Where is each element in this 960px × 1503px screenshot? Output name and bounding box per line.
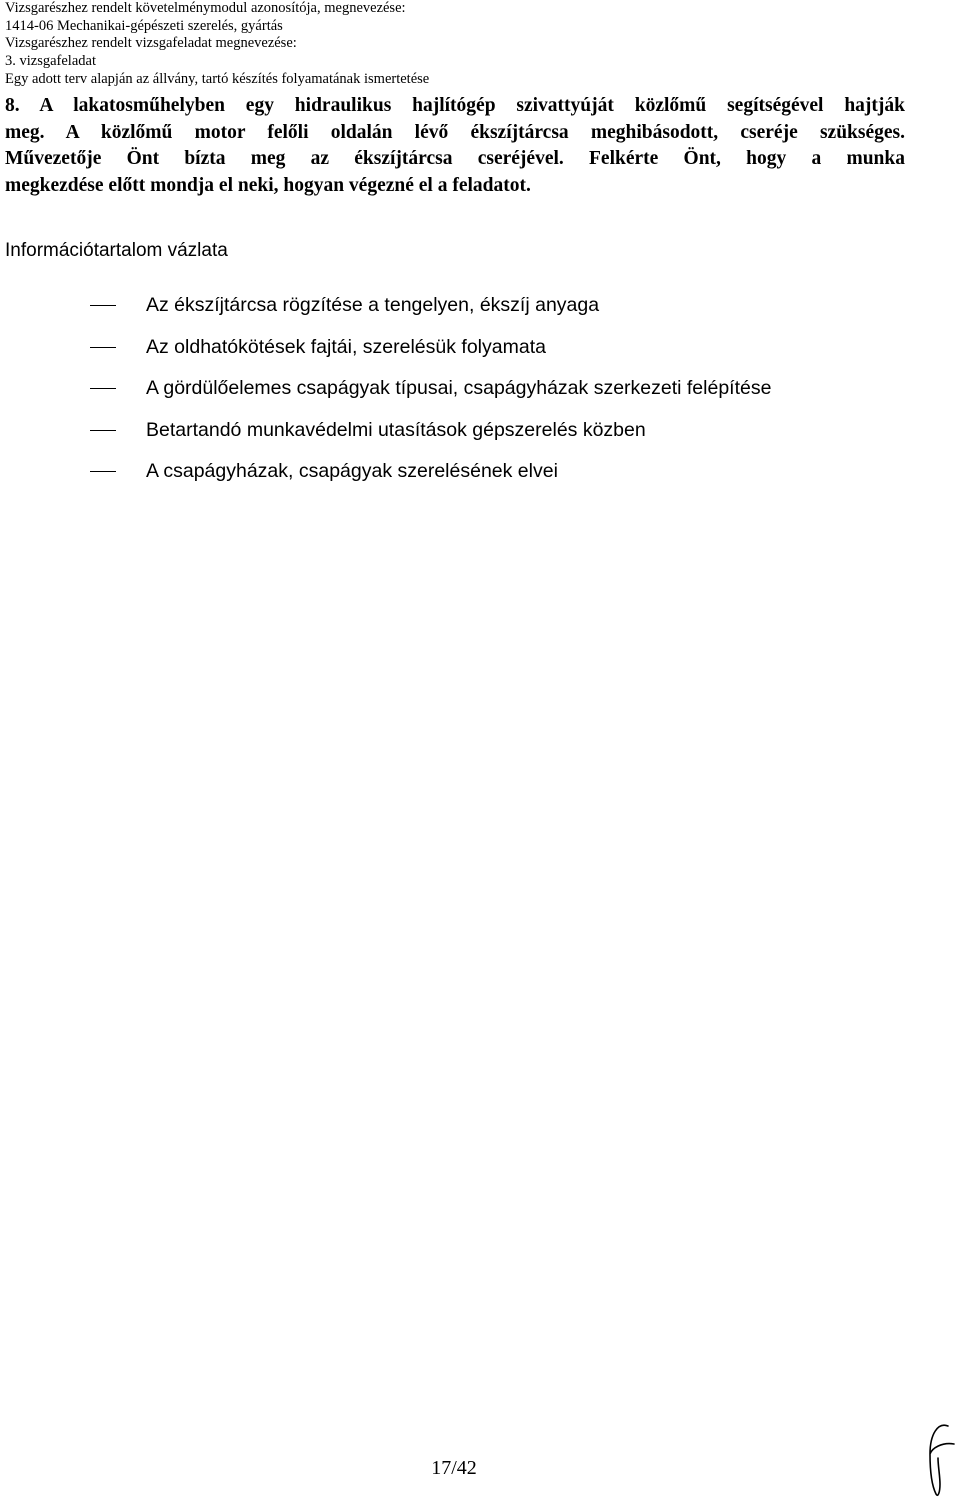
list-item <box>0 456 960 498</box>
dash-bullet-icon <box>90 471 116 472</box>
task-line: megkezdése előtt mondja el neki, hogyan végezné el a feladatot. <box>5 174 531 196</box>
header-line-module-label: Vizsgarészhez rendelt követelménymodul azonosítója, megnevezése: <box>5 0 406 16</box>
dash-bullet-icon <box>90 347 116 348</box>
dash-bullet-icon <box>90 305 116 306</box>
list-item-text: Az ékszíjtárcsa rögzítése a tengelyen, ékszíj anyaga <box>146 294 600 316</box>
task-line: Művezetője Önt bízta meg az ékszíjtárcsa cseréjével. Felkérte Önt, hogy a munka <box>5 148 905 169</box>
list-item <box>0 373 960 415</box>
dash-bullet-icon <box>90 430 116 431</box>
page-number: 17/42 <box>431 1457 477 1479</box>
header-line-task-name: Egy adott terv alapján az állvány, tartó készítés folyamatának ismertetése <box>5 70 430 87</box>
task-line: meg. A közlőmű motor felőli oldalán lévő ékszíjtárcsa meghibásodott, cseréje szükséges. <box>5 121 905 143</box>
document-header <box>5 0 429 89</box>
list-item-text: A csapágyházak, csapágyak szerelésének elvei <box>146 460 558 482</box>
signature-icon <box>924 1420 958 1500</box>
header-line-task-number: 3. vizsgafeladat <box>5 53 96 70</box>
list-item-text: A gördülőelemes csapágyak típusai, csapágyházak szerkezeti felépítése <box>146 377 772 399</box>
list-item-text: Betartandó munkavédelmi utasítások gépszerelés közben <box>146 418 646 441</box>
list-item <box>0 290 960 332</box>
outline-title: Információtartalom vázlata <box>5 240 228 261</box>
outline-list <box>0 290 960 498</box>
task-description <box>5 93 905 199</box>
list-item-text: Az oldhatókötések fajtái, szerelésük folyamata <box>146 335 546 358</box>
task-line: 8. A lakatosműhelyben egy hidraulikus hajlítógép szivattyúját közlőmű segítségével hajtják <box>5 95 905 116</box>
list-item <box>0 415 960 457</box>
list-item <box>0 332 960 374</box>
header-line-module-name: 1414-06 Mechanikai-gépészeti szerelés, gyártás <box>5 17 283 34</box>
dash-bullet-icon <box>90 388 116 389</box>
header-line-task-label: Vizsgarészhez rendelt vizsgafeladat megnevezése: <box>5 35 297 52</box>
